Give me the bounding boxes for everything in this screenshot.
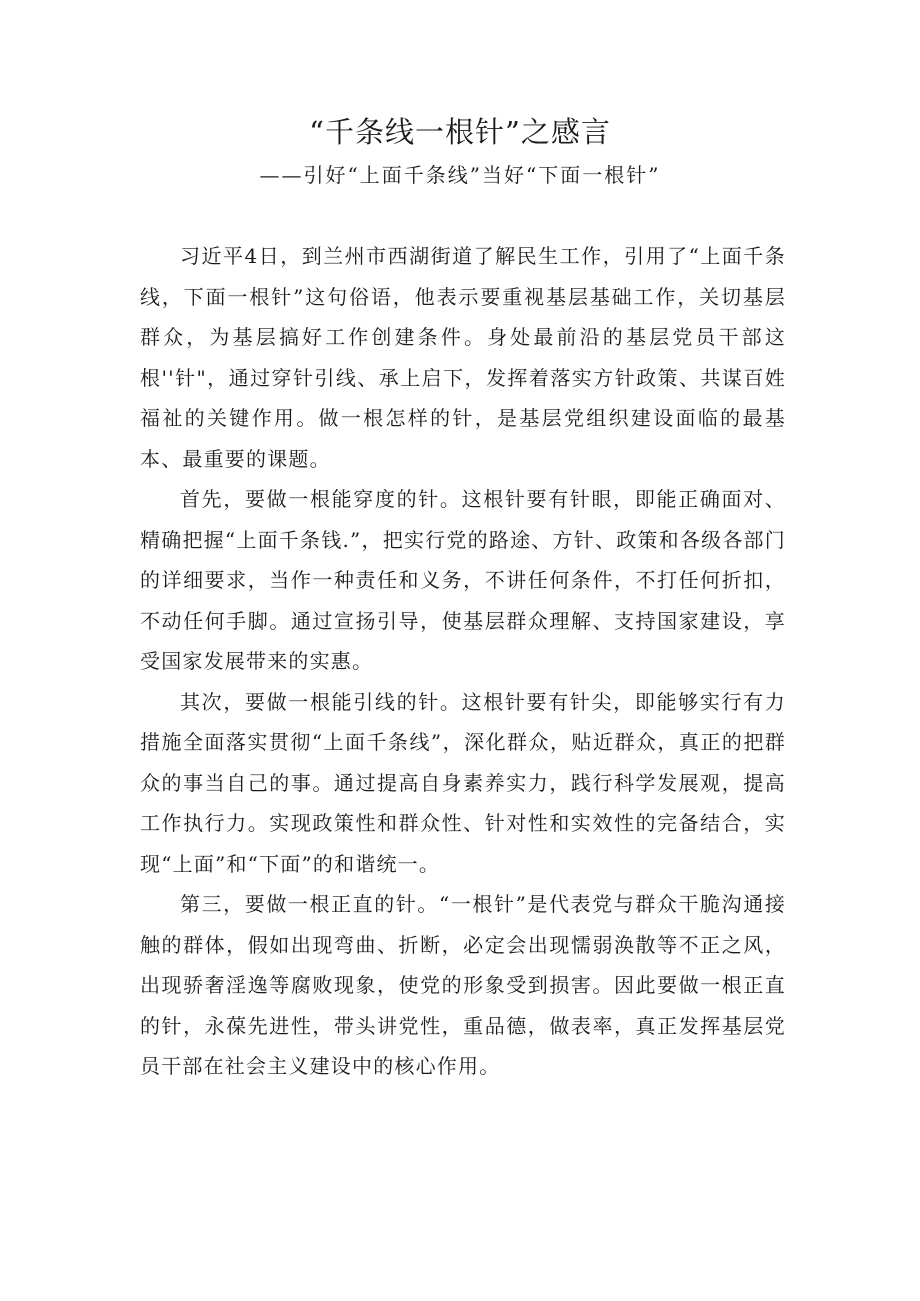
paragraph-first: 首先，要做一根能穿度的针。这根针要有针眼，即能正确面对、精确把握“上面千条钱.”，把实行党的路途、方针、政策和各级各部门的详细要求，当作一种责任和义务，不讲任何条件，不打任何折扣，不动任何手脚。通过宣扬引导，使基层群众理解、支持国家建设，享受国家发展带来的实惠。 — [140, 487, 786, 673]
paragraph-second: 其次，要做一根能引线的针。这根针要有针尖，即能够实行有力措施全面落实贯彻“上面千条线”，深化群众，贴近群众，真正的把群众的事当自己的事。通过提高自身素养实力，践行科学发展观，提高工作执行力。实现政策性和群众性、针对性和实效性的完备结合，实现“上面”和“下面”的和谐统一。 — [140, 689, 786, 876]
paragraph-third: 第三，要做一根正直的针。“一根针”是代表党与群众干脆沟通接触的群体，假如出现弯曲、折断，必定会出现懦弱涣散等不正之风，出现骄奢淫逸等腐败现象，使党的形象受到损害。因此要做一根正直的针，永葆先进性，带头讲党性，重品德，做表率，真正发挥基层党员干部在社会主义建设中的核心作用。 — [140, 892, 786, 1078]
document-title: “千条线一根针”之感言 — [309, 115, 611, 149]
document-subtitle: ——引好“上面千条线”当好“下面一根针” — [259, 163, 661, 187]
paragraph-intro: 习近平4日，到兰州市西湖街道了解民生工作，引用了“上面千条线，下面一根针”这句俗语，他表示要重视基层基础工作，关切基层群众，为基层搞好工作创建条件。身处最前沿的基层党员干部这根''针"，通过穿针引线、承上启下，发挥着落实方针政策、共谋百姓福祉的关键作用。做一根怎样的针，是基层党组织建设面临的最基本、最重要的课题。 — [140, 244, 786, 471]
document-body — [140, 236, 786, 1087]
